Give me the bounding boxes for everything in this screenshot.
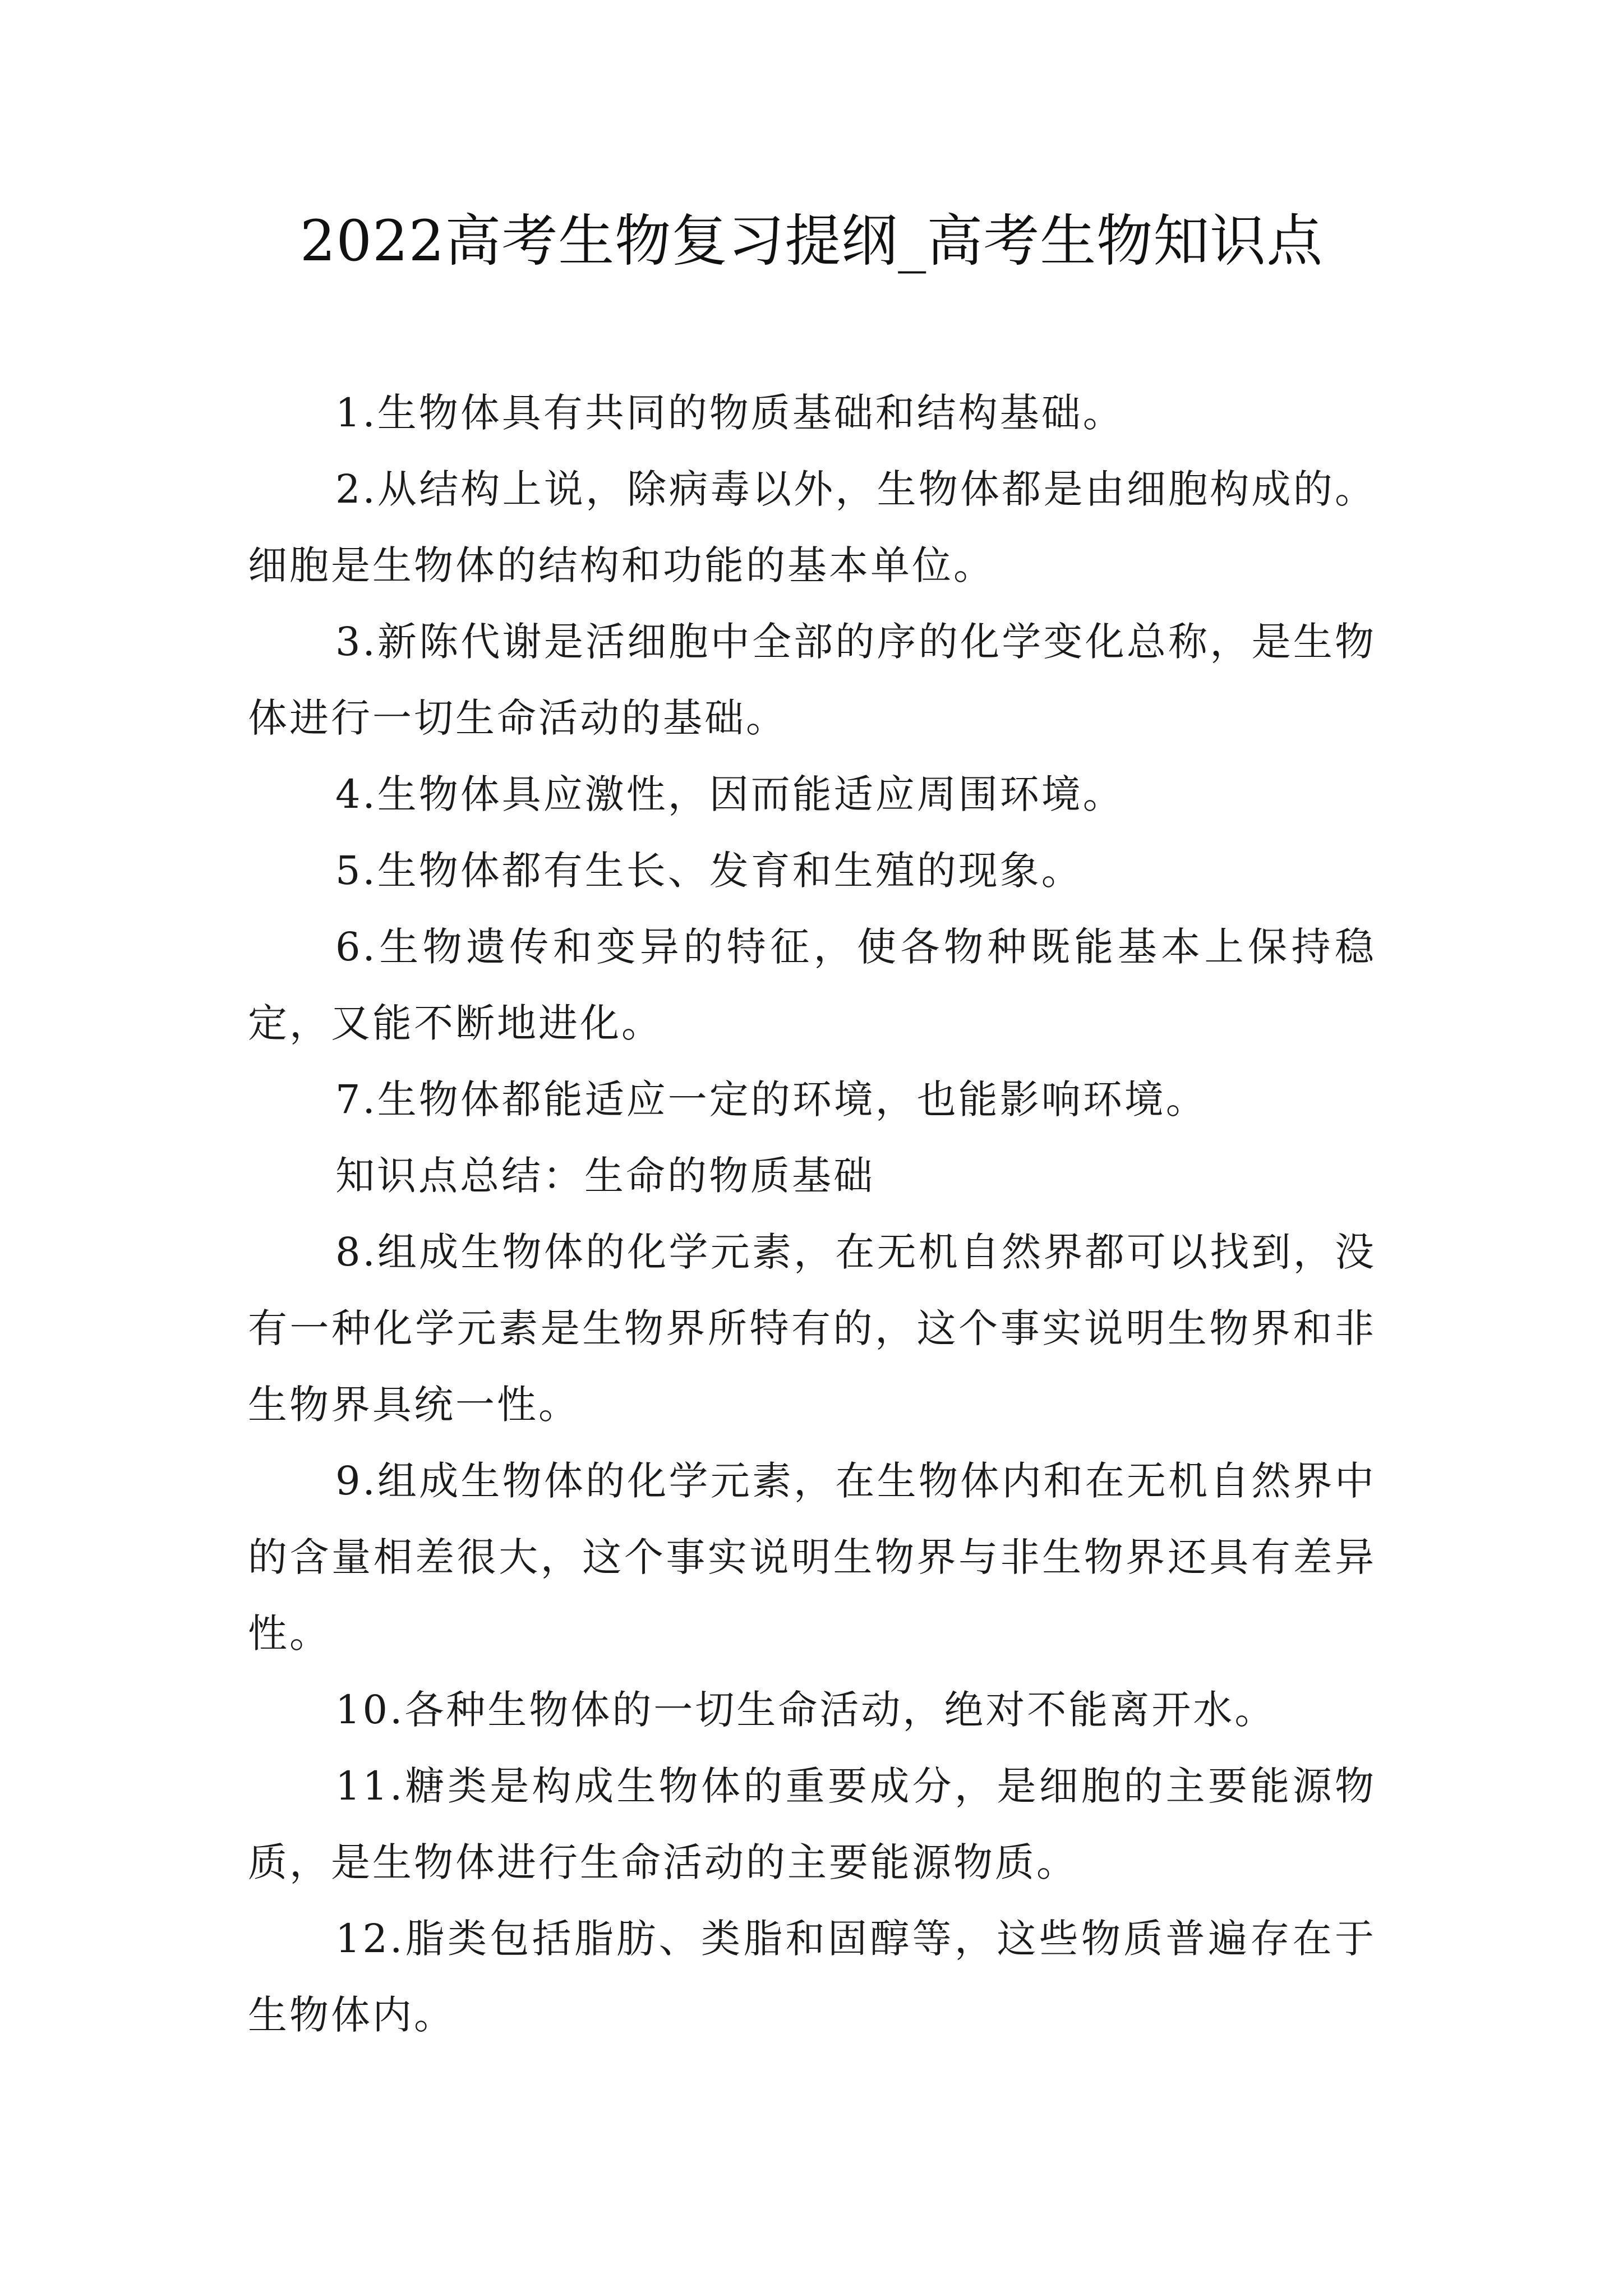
paragraph-10: 10.各种生物体的一切生命活动，绝对不能离开水。 [335, 1687, 1276, 1733]
paragraph-4: 4.生物体具应激性，因而能适应周围环境。 [335, 771, 1124, 817]
paragraph-12: 12.脂类包括脂肪、类脂和固醇等，这些物质普遍存在于生物体内。 [248, 1916, 1376, 2038]
document-title: 2022高考生物复习提纲_高考生物知识点 [299, 208, 1324, 274]
paragraph-2: 2.从结构上说，除病毒以外，生物体都是由细胞构成的。细胞是生物体的结构和功能的基本单位。 [248, 466, 1376, 588]
paragraph-8: 8.组成生物体的化学元素，在无机自然界都可以找到，没有一种化学元素是生物界所特有的，这个事实说明生物界和非生物界具统一性。 [248, 1229, 1376, 1428]
paragraph-9: 9.组成生物体的化学元素，在生物体内和在无机自然界中的含量相差很大，这个事实说明生物界与非生物界还具有差异性。 [248, 1458, 1376, 1657]
paragraph-6: 6.生物遗传和变异的特征，使各物种既能基本上保持稳定，又能不断地进化。 [248, 924, 1376, 1046]
paragraph-7: 7.生物体都能适应一定的环境，也能影响环境。 [335, 1076, 1207, 1122]
paragraph-1: 1.生物体具有共同的物质基础和结构基础。 [335, 390, 1124, 436]
document-body [248, 375, 1376, 2053]
section-heading: 知识点总结：生命的物质基础 [335, 1153, 875, 1199]
paragraph-3: 3.新陈代谢是活细胞中全部的序的化学变化总称，是生物体进行一切生命活动的基础。 [248, 619, 1376, 741]
paragraph-11: 11.糖类是构成生物体的重要成分，是细胞的主要能源物质，是生物体进行生命活动的主要能源物质。 [248, 1763, 1376, 1885]
paragraph-5: 5.生物体都有生长、发育和生殖的现象。 [335, 848, 1083, 894]
